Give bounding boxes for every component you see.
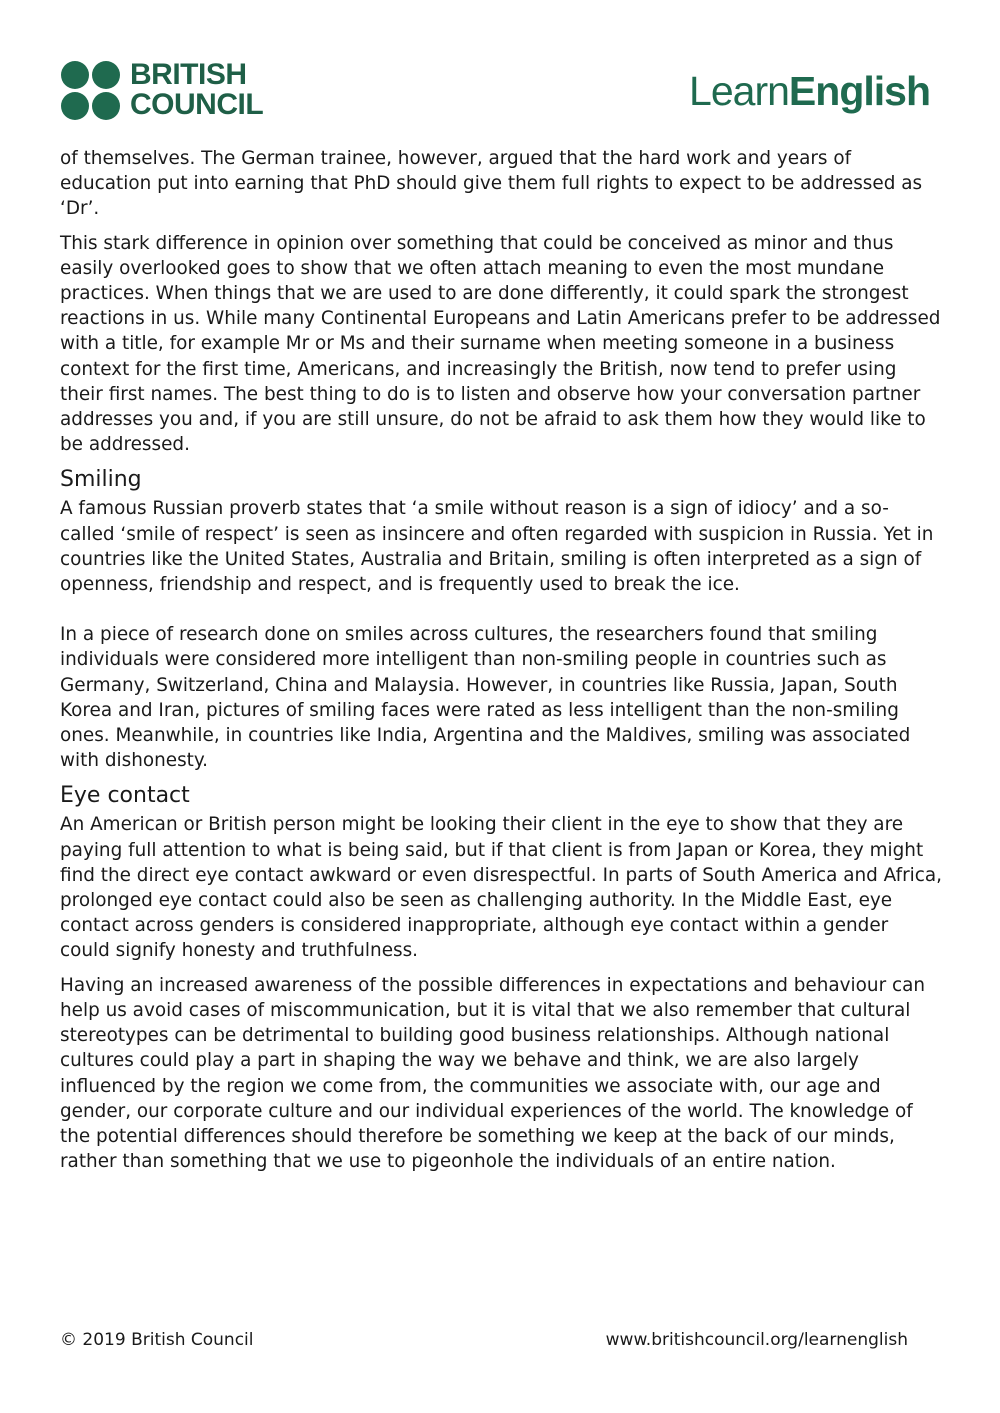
copyright-text: © 2019 British Council [60, 1330, 254, 1350]
page-header [0, 0, 1000, 140]
document-body [60, 146, 942, 1183]
paragraph-eye-contact-2: Having an increased awareness of the possible differences in expectations and behaviour can help us avoid cases of miscommunication, but it is vital that we also remember that cultural stereotypes can be detrimental to building good business relationships. Although national cultures could play a part in shaping the way we behave and think, we are also largely influenced by the region we come from, the communities we associate with, our age and gender, our corporate culture and our individual experiences of the world. The knowledge of the potential differences should therefore be something we keep at the back of our minds, rather than something that we use to pigeonhole the individuals of an entire nation. [60, 974, 926, 1173]
paragraph-titles: This stark difference in opinion over something that could be conceived as minor and thus easily overlooked goes to show that we often attach meaning to even the most mundane practices. When things that we are used to are done differently, it could spark the strongest reactions in us. While many Continental Europeans and Latin Americans prefer to be addressed with a title, for example Mr or Ms and their surname when meeting someone in a business context for the first time, Americans, and increasingly the British, now tend to prefer using their first names. The best thing to do is to listen and observe how your conversation partner addresses you and, if you are still unsure, do not be afraid to ask them how they would like to be addressed. [60, 232, 941, 456]
heading-eye-contact: Eye contact [60, 783, 190, 809]
heading-smiling: Smiling [60, 467, 142, 493]
paragraph-intro: of themselves. The German trainee, however, argued that the hard work and years of education put into earning that PhD should give them full rights to expect to be addressed as ‘Dr’. [60, 148, 923, 220]
paragraph-smiling-1: A famous Russian proverb states that ‘a smile without reason is a sign of idiocy’ and a so-called ‘smile of respect’ is seen as insincere and often regarded with suspicion in Russia. Yet in countries like the United States, Australia and Britain, smiling is often interpreted as a sign of openness, friendship and respect, and is frequently used to break the ice. [60, 498, 934, 596]
learn-text: Learn [689, 68, 789, 114]
brand-line-1: BRITISH [130, 58, 247, 91]
british-council-wordmark [130, 60, 263, 120]
british-council-logo [60, 60, 280, 122]
paragraph-smiling-2: In a piece of research done on smiles across cultures, the researchers found that smiling individuals were considered more intelligent than non-smiling people in countries such as Germany, Switzerland, China and Malaysia. However, in countries like Russia, Japan, South Korea and Iran, pictures of smiling faces were rated as less intelligent than the non-smiling ones. Meanwhile, in countries like India, Argentina and the Maldives, smiling was associated with dishonesty. [60, 624, 911, 772]
brand-line-2: COUNCIL [130, 88, 264, 121]
learnenglish-logo [689, 68, 930, 115]
english-text: English [788, 68, 930, 114]
website-url: www.britishcouncil.org/learnenglish [605, 1330, 908, 1350]
british-council-dots-icon [60, 60, 122, 122]
paragraph-eye-contact-1: An American or British person might be looking their client in the eye to show that they are paying full attention to what is being said, but if that client is from Japan or Korea, they might find the direct eye contact awkward or even disrespectful. In parts of South America and Africa, prolonged eye contact could also be seen as challenging authority. In the Middle East, eye contact across genders is considered inappropriate, although eye contact within a gender could signify honesty and truthfulness. [60, 814, 942, 962]
